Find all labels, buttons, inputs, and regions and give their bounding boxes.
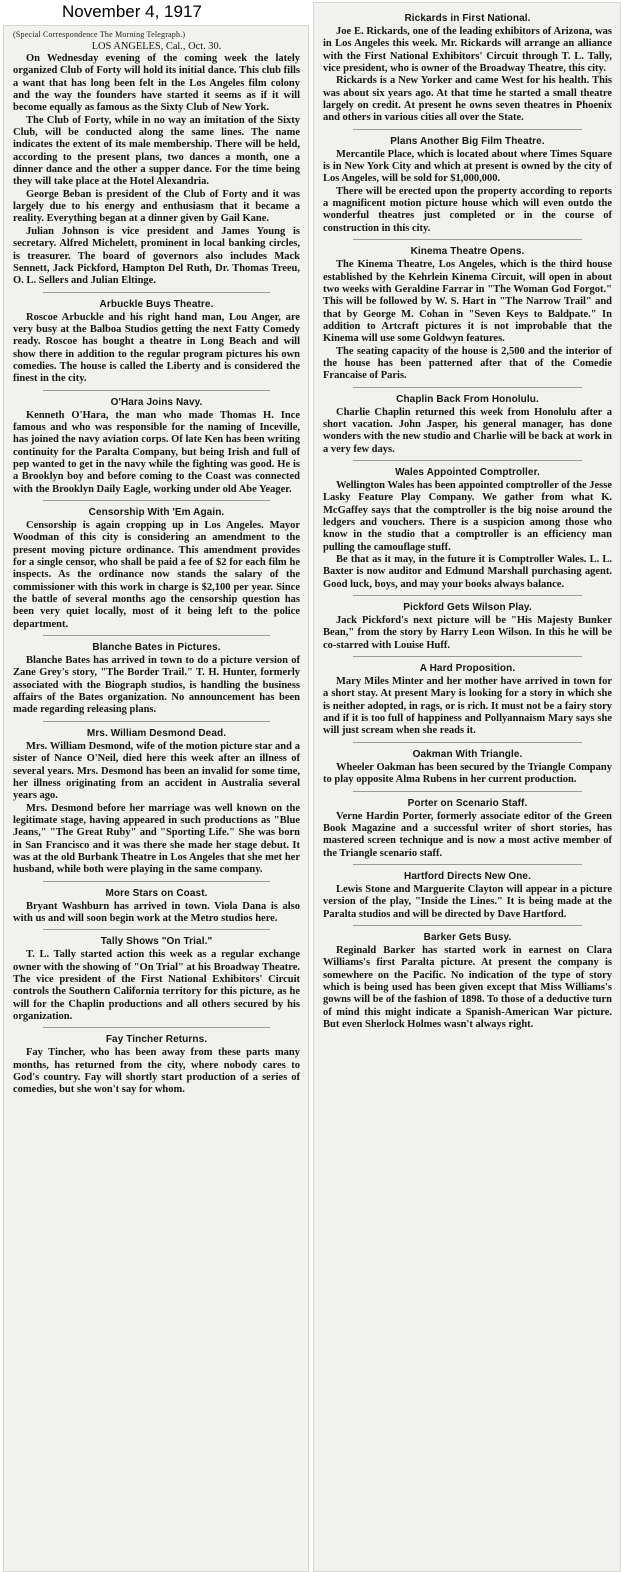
article-paragraph: The seating capacity of the house is 2,500 and the interior of the house has been patterned after that of the Comedie Francaise of Paris. [323, 345, 612, 382]
article-paragraph: Roscoe Arbuckle and his right hand man, Lou Anger, are very busy at the Balboa Studios getting the next Fatty Comedy ready. Roscoe has bought a theatre in Long Beach and will show there in addition to the regular program pictures his own comedies. The house is called the Liberty and is considered the finest in the city. [13, 311, 300, 385]
left-column-content [4, 26, 308, 1097]
news-article [13, 642, 300, 722]
article-paragraph: Mercantile Place, which is located about where Times Square is in New York City and which at present is owned by the city of Los Angeles, will be sold for $1,000,000. [323, 148, 612, 185]
article-paragraph: Wheeler Oakman has been secured by the Triangle Company to play opposite Alma Rubens in her current production. [323, 761, 612, 786]
article-paragraph: Verne Hardin Porter, formerly associate editor of the Green Book Magazine and a successful writer of short stories, has mastered screen technique and is now a most active member of the Triangle scenario staff. [323, 810, 612, 859]
article-paragraph: There will be erected upon the property according to reports a magnificent motion picture house which will even outdo the wonderful theatres just completed or in the course of construction in this city. [323, 185, 612, 234]
article-divider [353, 742, 582, 743]
article-headline: Chaplin Back From Honolulu. [396, 393, 539, 405]
article-divider [43, 292, 270, 293]
article-divider [353, 387, 582, 388]
news-article [323, 602, 612, 657]
article-headline: Kinema Theatre Opens. [410, 246, 525, 258]
news-article [13, 53, 300, 293]
article-headline: Plans Another Big Film Theatre. [390, 135, 545, 147]
news-article [323, 467, 612, 596]
article-headline: Wales Appointed Comptroller. [395, 466, 540, 478]
article-headline: Blanche Bates in Pictures. [92, 642, 221, 654]
article-divider [353, 656, 582, 657]
news-article [323, 798, 612, 865]
article-headline: Censorship With 'Em Again. [88, 507, 225, 518]
article-paragraph: Julian Johnson is vice president and James Young is secretary. Alfred Michelett, prominent in local banking circles, is treasurer. The board of governors also includes Mack Sennett, Jack Pickford, Hampton Del Ruth, Dr. Thomas Treeu, O. L. Sellers and Julian Eltinge. [13, 225, 300, 287]
article-headline: O'Hara Joins Navy. [110, 396, 203, 408]
news-article [323, 871, 612, 926]
article-paragraph: The Club of Forty, while in no way an imitation of the Sixty Club, will be conducted along the same lines. The name indicates the extent of its male membership. There will be held, according to the present plans, two dances a month, one a dinner dance and the other a supper dance. For the time being they will take place at the Hotel Alexandria. [13, 114, 300, 188]
article-divider [43, 881, 270, 882]
article-divider [353, 864, 582, 865]
news-article [13, 507, 300, 636]
article-paragraph: On Wednesday evening of the coming week the lately organized Club of Forty will hold its initial dance. This club fills a want that has long been felt in the Los Angeles film colony and the way the founders have started it seems as if it will become equally as famous as the Sixty Club of New York. [13, 53, 300, 114]
article-divider [43, 500, 270, 501]
article-paragraph: Be that as it may, in the future it is Comptroller Wales. L. L. Baxter is now auditor and Edmund Marshall purchasing agent. Good luck, boys, and may your books always balance. [323, 554, 612, 590]
article-paragraph: Charlie Chaplin returned this week from Honolulu after a short vacation. John Jasper, his general manager, has done wonders with the new studio and Charlie will be back at work in a very few days. [323, 406, 612, 455]
article-paragraph: Rickards is a New Yorker and came West for his health. This was about six years ago. At that time he started a small theatre largely on credit. At present he owns seven theatres in Phoenix and others in various cities all over the State. [323, 75, 612, 124]
article-paragraph: Fay Tincher, who has been away from these parts many months, has returned from the city, where nobody cares to God's country. Fay will shortly start production of a series of comedies, but she won't say for whom. [13, 1047, 300, 1096]
news-article [323, 932, 612, 1031]
article-headline: Oakman With Triangle. [412, 748, 523, 760]
left-article-list [13, 53, 300, 1097]
right-column-content [314, 3, 620, 1031]
article-divider [43, 929, 270, 930]
news-article [13, 728, 300, 882]
article-divider [353, 595, 582, 596]
article-headline: More Stars on Coast. [105, 887, 208, 899]
clipping-date: November 4, 1917 [62, 2, 202, 21]
news-article [13, 936, 300, 1028]
article-headline: Barker Gets Busy. [423, 931, 512, 943]
article-paragraph: Wellington Wales has been appointed comptroller of the Jesse Lasky Feature Play Company. We gather from what K. McGaffey says that the comptroller is the big noise around the ledgers and vouchers. There is a suspicion among those who know in the studio that a comptroller is an efficiency man pulling the camouflage stuff. [323, 479, 612, 553]
news-article [323, 13, 612, 130]
news-article [323, 136, 612, 240]
article-divider [353, 239, 582, 240]
news-article [13, 888, 300, 931]
left-newspaper-column [3, 25, 309, 1572]
article-divider [353, 791, 582, 792]
news-article [323, 246, 612, 387]
article-divider [353, 460, 582, 461]
article-paragraph: Joe E. Rickards, one of the leading exhibitors of Arizona, was in Los Angeles this week. Mr. Rickards will arrange an alliance with the First National Exhibitors' Circuit through T. L. Tally, vice president, who is owner of the Broadway Theatre, this city. [323, 26, 612, 75]
article-headline: Rickards in First National. [404, 13, 531, 24]
news-article [13, 1034, 300, 1096]
right-newspaper-column [313, 2, 621, 1572]
article-headline: Pickford Gets Wilson Play. [403, 602, 532, 614]
article-paragraph: The Kinema Theatre, Los Angeles, which is the third house established by the Kehrlein Kinema Circuit, will open in about two weeks with Geraldine Farrar in "The Woman God Forgot." This will be followed by W. S. Hart in "The Narrow Trail" and that by George M. Cohan in "Seven Keys to Baldpate." In addition to Artcraft pictures it is not improbable that the Kinema will use some Goldwyn features. [323, 259, 612, 345]
correspondence-credit: (Special Correspondence The Morning Telegraph.) [13, 30, 186, 39]
article-headline: Mrs. William Desmond Dead. [86, 727, 227, 739]
article-paragraph: Censorship is again cropping up in Los Angeles. Mayor Woodman of this city is considering an amendment to the present moving picture ordinance. This amendment provides for a single censor, who shall be paid a fee of $2 for each film he inspects. As the ordinance now stands the salary of the commissioner with this work in charge is $2,100 per year. Since the battle of several months ago the censorship question has been very quiet locally, most of it being left to the police department. [13, 520, 300, 630]
dateline: LOS ANGELES, Cal., Oct. 30. [91, 41, 222, 52]
article-divider [43, 721, 270, 722]
article-headline: Arbuckle Buys Theatre. [99, 298, 214, 310]
news-article [13, 397, 300, 501]
article-paragraph: Mrs. William Desmond, wife of the motion picture star and a sister of Nance O'Neil, died here this week after an illness of several years. Mrs. Desmond has been an invalid for some time, her illness originating from an accident in Australia several years ago. [13, 740, 300, 802]
article-paragraph: Mrs. Desmond before her marriage was well known on the legitimate stage, having appeared in such productions as "Blue Jeans," "The Great Ruby" and "Sporting Life." She was born in San Francisco and it was there she made her stage debut. It was at the old Burbank Theatre in Los Angeles that she met her husband, while both were playing in the same company. [13, 802, 300, 876]
news-article [323, 663, 612, 743]
article-divider [43, 1027, 270, 1028]
article-headline: Tally Shows "On Trial." [100, 936, 213, 948]
article-paragraph: Reginald Barker has started work in earnest on Clara Williams's first Paralta picture. At present the company is somewhere on the Pacific. No indication of the type of story which is being used has been given except that Miss Williams's gowns will be of the fashion of 1898. To those of a deductive turn of mind this might indicate a Spanish-American War picture. But even Sherlock Holmes wasn't always right. [323, 944, 612, 1030]
article-paragraph: Mary Miles Minter and her mother have arrived in town for a short stay. At present Mary is looking for a story in which she is neither adopted, in rags, or is rich. It must not be a fairy story and if it is too full of happiness and Pollyannaism Mary says she will just scream when she reads it. [323, 676, 612, 737]
right-article-list [323, 13, 612, 1031]
article-paragraph: Bryant Washburn has arrived in town. Viola Dana is also with us and will soon begin work at the Metro studios here. [13, 900, 300, 924]
article-headline: Fay Tincher Returns. [105, 1034, 208, 1046]
article-paragraph: Kenneth O'Hara, the man who made Thomas H. Ince famous and who was responsible for the naming of Inceville, has joined the navy aviation corps. Of late Ken has been writing continuity for the Paralta Company, but being Irish and full of pep wanted to get in the navy while the fighting was good. He is a Brooklyn boy and before coming to the Coast was connected with the Brooklyn Daily Eagle, working under old Abe Yeager. [13, 409, 300, 495]
news-article [323, 749, 612, 792]
news-article [13, 299, 300, 391]
news-article [323, 394, 612, 461]
article-headline: Porter on Scenario Staff. [407, 797, 528, 809]
article-headline: A Hard Proposition. [419, 663, 516, 675]
article-divider [353, 129, 582, 130]
article-paragraph: George Beban is president of the Club of Forty and it was largely due to his energy and enthusiasm that it became a reality. Everything began at a dinner given by Gail Kane. [13, 188, 300, 225]
article-paragraph: Lewis Stone and Marguerite Clayton will appear in a picture version of the play, "Inside the Lines." It is being made at the Paralta studios and will be directed by Dave Hartford. [323, 883, 612, 920]
article-divider [43, 390, 270, 391]
article-divider [43, 635, 270, 636]
article-headline: Hartford Directs New One. [404, 870, 531, 882]
article-divider [353, 925, 582, 926]
article-paragraph: Jack Pickford's next picture will be "His Majesty Bunker Bean," from the story by Harry Leon Wilson. In this he will be co-starred with Louise Huff. [323, 615, 612, 651]
article-paragraph: T. L. Tally started action this week as a regular exchange owner with the showing of "On Trial" at his Broadway Theatre. The vice president of the First National Exhibitors' Circuit controls the Southern California territory for this picture, as he will for the Chaplin productions and all others secured by his organization. [13, 949, 300, 1022]
article-paragraph: Blanche Bates has arrived in town to do a picture version of Zane Grey's story, "The Border Trail." T. H. Hunter, formerly associated with the Biograph studios, is handling the business affairs of the Bates organization. No announcement has been made regarding releasing plans. [13, 655, 300, 716]
